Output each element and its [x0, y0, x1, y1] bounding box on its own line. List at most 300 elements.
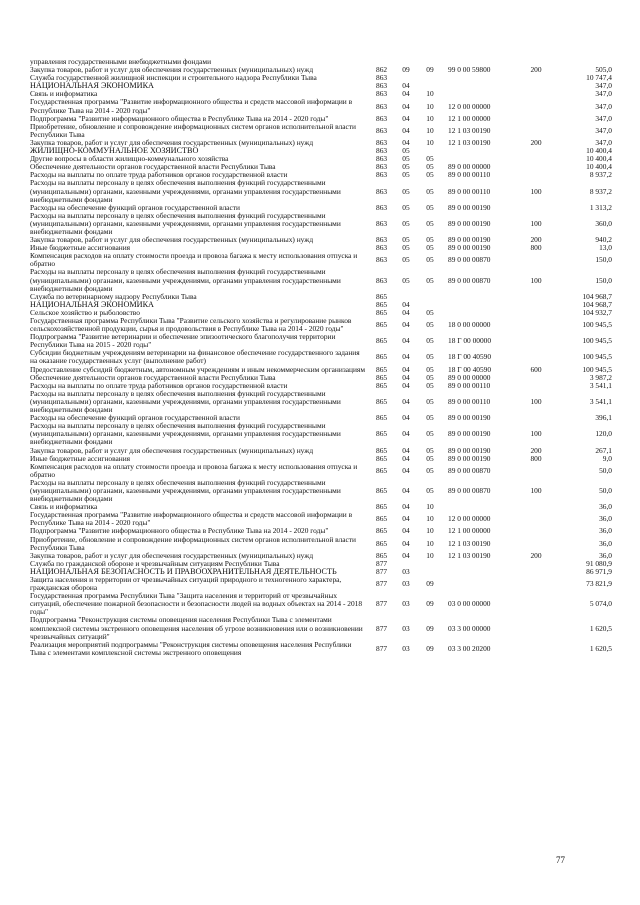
- target-item-cell: 12 1 03 00190: [448, 126, 491, 135]
- amount-cell: 5 074,0: [589, 600, 612, 609]
- row-name-cell: Служба государственной жилищной инспекции и строительного надзора Республики Тыва: [30, 74, 317, 83]
- target-item-cell: 89 0 00 00110: [448, 381, 491, 390]
- row-name-cell: Служба по ветеринарному надзору Республики Тыва: [30, 292, 197, 301]
- table-row: [30, 503, 612, 511]
- target-item-cell: 89 0 00 00190: [448, 414, 491, 423]
- table-row: [30, 204, 612, 212]
- section-code-cell: 04: [402, 353, 410, 362]
- amount-cell: 36,0: [599, 515, 612, 524]
- ministry-code-cell: 865: [376, 515, 388, 524]
- section-code-cell: 04: [402, 381, 410, 390]
- row-name-cell: Расходы на обеспечение функций органов государственной власти: [30, 203, 240, 212]
- amount-cell: 36,0: [599, 539, 612, 548]
- row-name-cell: Расходы на выплаты по оплате труда работников органов государственной власти: [30, 381, 288, 390]
- row-name-cell: Реализация мероприятий подпрограммы "Реконструкция системы оповещения населения Республики Тыва с элементами комплексной системы экстренного оповещения: [30, 640, 352, 657]
- amount-cell: 120,0: [595, 430, 612, 439]
- target-item-cell: 89 0 00 00000: [448, 373, 491, 382]
- amount-cell: 3 541,1: [589, 381, 612, 390]
- table-row: [30, 115, 612, 123]
- section-code-cell: 04: [402, 527, 410, 536]
- section-code-cell: 04: [402, 308, 410, 317]
- target-item-cell: 12 0 00 00000: [448, 515, 491, 524]
- table-row: [30, 147, 612, 155]
- ministry-code-cell: 865: [376, 365, 388, 374]
- ministry-code-cell: 863: [376, 276, 388, 285]
- subsection-code-cell: 10: [426, 539, 434, 548]
- amount-cell: 10 400,4: [586, 155, 612, 164]
- target-item-cell: 18 Г 00 40590: [448, 353, 492, 362]
- ministry-code-cell: 865: [376, 414, 388, 423]
- ministry-code-cell: 863: [376, 138, 388, 147]
- ministry-code-cell: 877: [376, 624, 388, 633]
- section-code-cell: 04: [402, 373, 410, 382]
- table-row: [30, 309, 612, 317]
- section-code-cell: 04: [402, 539, 410, 548]
- subsection-code-cell: 05: [426, 171, 434, 180]
- section-code-cell: 04: [402, 126, 410, 135]
- section-code-cell: 04: [402, 454, 410, 463]
- section-code-cell: 04: [402, 486, 410, 495]
- row-name-cell: Подпрограмма "Развитие информационного общества в Республике Тыва на 2014 - 2020 годы": [30, 527, 329, 536]
- subsection-code-cell: 05: [426, 236, 434, 245]
- table-row: [30, 98, 612, 114]
- subsection-code-cell: 10: [426, 551, 434, 560]
- row-name-cell: Приобретение, обновление и сопровождение информационных систем органов исполнительной власти Республики Тыва: [30, 535, 356, 552]
- ministry-code-cell: 877: [376, 559, 388, 568]
- table-row: [30, 317, 612, 333]
- row-name-cell: Субсидии бюджетным учреждениям ветеринарии на финансовое обеспечение государственного задания на оказание государственных услуг (выполнение работ): [30, 349, 360, 366]
- row-name-cell: Расходы на выплаты по оплате труда работников органов государственной власти: [30, 171, 288, 180]
- subsection-code-cell: 05: [426, 365, 434, 374]
- expense-type-cell: 200: [530, 236, 542, 245]
- amount-cell: 8 937,2: [589, 187, 612, 196]
- table-row: [30, 155, 612, 163]
- table-row: [30, 616, 612, 640]
- budget-table: [30, 58, 612, 657]
- section-code-cell: 04: [402, 138, 410, 147]
- ministry-code-cell: 877: [376, 600, 388, 609]
- section-code-cell: 03: [402, 580, 410, 589]
- target-item-cell: 89 0 00 00110: [448, 187, 491, 196]
- subsection-code-cell: 05: [426, 454, 434, 463]
- row-name-cell: Подпрограмма "Реконструкция системы оповещения населения Республики Тыва с элементами комплексной системы экстренного оповещения населения об угрозе возникновения или о возникновении чрезвычайных ситуаций": [30, 616, 363, 641]
- section-code-cell: 04: [402, 503, 410, 512]
- section-code-cell: 05: [402, 244, 410, 253]
- table-row: [30, 90, 612, 98]
- amount-cell: 50,0: [599, 486, 612, 495]
- row-name-cell: Государственная программа Республики Тыва "Защита населения и территорий от чрезвычайных ситуаций, обеспечение пожарной безопасности и безопасности людей на водных объектах на 2014 - 2018 годы": [30, 592, 363, 617]
- subsection-code-cell: 05: [426, 486, 434, 495]
- table-row: [30, 58, 612, 66]
- target-item-cell: 18 0 00 00000: [448, 321, 491, 330]
- subsection-code-cell: 05: [426, 155, 434, 164]
- amount-cell: 13,0: [599, 244, 612, 253]
- amount-cell: 3 541,1: [589, 397, 612, 406]
- section-code-cell: 04: [402, 551, 410, 560]
- target-item-cell: 12 1 03 00190: [448, 539, 491, 548]
- expense-type-cell: 800: [530, 454, 542, 463]
- section-code-cell: 05: [402, 219, 410, 228]
- table-row: [30, 374, 612, 382]
- row-name-cell: Приобретение, обновление и сопровождение информационных систем органов исполнительной власти Республики Тыва: [30, 122, 356, 139]
- section-code-cell: 09: [402, 66, 410, 75]
- subsection-code-cell: 10: [426, 90, 434, 99]
- section-code-cell: 04: [402, 102, 410, 111]
- ministry-code-cell: 863: [376, 219, 388, 228]
- section-code-cell: 05: [402, 171, 410, 180]
- section-code-cell: 04: [402, 337, 410, 346]
- row-name-cell: НАЦИОНАЛЬНАЯ ЭКОНОМИКА: [30, 300, 154, 309]
- target-item-cell: 89 0 00 00870: [448, 466, 491, 475]
- ministry-code-cell: 863: [376, 155, 388, 164]
- subsection-code-cell: 09: [426, 600, 434, 609]
- row-name-cell: Компенсация расходов на оплату стоимости проезда и провоза багажа к месту использования отпуска и обратно: [30, 252, 358, 269]
- ministry-code-cell: 865: [376, 454, 388, 463]
- expense-type-cell: 600: [530, 365, 542, 374]
- row-name-cell: Закупка товаров, работ и услуг для обеспечения государственных (муниципальных) нужд: [30, 551, 314, 560]
- subsection-code-cell: 10: [426, 114, 434, 123]
- subsection-code-cell: 05: [426, 203, 434, 212]
- row-name-cell: Государственная программа "Развитие информационного общества и средств массовой информации в Республике Тыва на 2014 - 2020 годы": [30, 98, 353, 115]
- target-item-cell: 12 0 00 00000: [448, 102, 491, 111]
- amount-cell: 347,0: [595, 138, 612, 147]
- amount-cell: 36,0: [599, 551, 612, 560]
- ministry-code-cell: 863: [376, 244, 388, 253]
- subsection-code-cell: 05: [426, 276, 434, 285]
- amount-cell: 100 945,5: [582, 353, 612, 362]
- ministry-code-cell: 863: [376, 203, 388, 212]
- amount-cell: 36,0: [599, 527, 612, 536]
- table-row: [30, 511, 612, 527]
- subsection-code-cell: 10: [426, 515, 434, 524]
- subsection-code-cell: 10: [426, 138, 434, 147]
- subsection-code-cell: 09: [426, 644, 434, 653]
- target-item-cell: 12 1 03 00190: [448, 551, 491, 560]
- amount-cell: 91 080,9: [586, 559, 612, 568]
- subsection-code-cell: 10: [426, 126, 434, 135]
- ministry-code-cell: 863: [376, 82, 388, 91]
- section-code-cell: 05: [402, 236, 410, 245]
- table-row: [30, 268, 612, 292]
- table-row: [30, 568, 612, 576]
- target-item-cell: 18 Г 00 40590: [448, 365, 492, 374]
- row-name-cell: Расходы на выплаты персоналу в целях обеспечения выполнения функций государственными (муниципальными) органами, казенными учреждениями, органами управления государственными внебюджетными фондами: [30, 422, 341, 447]
- section-code-cell: 05: [402, 147, 410, 156]
- ministry-code-cell: 877: [376, 644, 388, 653]
- ministry-code-cell: 863: [376, 236, 388, 245]
- section-code-cell: 04: [402, 82, 410, 91]
- subsection-code-cell: 05: [426, 430, 434, 439]
- subsection-code-cell: 05: [426, 337, 434, 346]
- expense-type-cell: 100: [530, 430, 542, 439]
- subsection-code-cell: 10: [426, 527, 434, 536]
- ministry-code-cell: 863: [376, 74, 388, 83]
- ministry-code-cell: 865: [376, 539, 388, 548]
- row-name-cell: Обеспечение деятельности органов государственной власти Республики Тыва: [30, 373, 276, 382]
- row-name-cell: ЖИЛИЩНО-КОММУНАЛЬНОЕ ХОЗЯЙСТВО: [30, 147, 199, 156]
- subsection-code-cell: 05: [426, 373, 434, 382]
- ministry-code-cell: 863: [376, 90, 388, 99]
- section-code-cell: 05: [402, 187, 410, 196]
- expense-type-cell: 200: [530, 138, 542, 147]
- target-item-cell: 03 0 00 00000: [448, 600, 491, 609]
- table-row: [30, 592, 612, 616]
- section-code-cell: 03: [402, 567, 410, 576]
- ministry-code-cell: 862: [376, 66, 388, 75]
- target-item-cell: 03 3 00 20200: [448, 644, 491, 653]
- row-name-cell: Сельское хозяйство и рыболовство: [30, 308, 140, 317]
- section-code-cell: 04: [402, 515, 410, 524]
- target-item-cell: 18 Г 00 00000: [448, 337, 492, 346]
- section-code-cell: 04: [402, 300, 410, 309]
- section-code-cell: 05: [402, 163, 410, 172]
- table-row: [30, 576, 612, 592]
- section-code-cell: 04: [402, 114, 410, 123]
- ministry-code-cell: 863: [376, 187, 388, 196]
- table-row: [30, 333, 612, 349]
- ministry-code-cell: 877: [376, 567, 388, 576]
- amount-cell: 100 945,5: [582, 321, 612, 330]
- target-item-cell: 89 0 00 00870: [448, 256, 491, 265]
- subsection-code-cell: 05: [426, 446, 434, 455]
- row-name-cell: Закупка товаров, работ и услуг для обеспечения государственных (муниципальных) нужд: [30, 236, 314, 245]
- section-code-cell: 03: [402, 600, 410, 609]
- row-name-cell: Предоставление субсидий бюджетным, автономным учреждениям и иным некоммерческим организациям: [30, 365, 366, 374]
- subsection-code-cell: 10: [426, 503, 434, 512]
- amount-cell: 10 400,4: [586, 147, 612, 156]
- expense-type-cell: 800: [530, 244, 542, 253]
- ministry-code-cell: 865: [376, 446, 388, 455]
- row-name-cell: Обеспечение деятельности органов государственной власти Республики Тыва: [30, 163, 276, 172]
- expense-type-cell: 100: [530, 187, 542, 196]
- amount-cell: 86 971,9: [586, 567, 612, 576]
- subsection-code-cell: 05: [426, 381, 434, 390]
- ministry-code-cell: 865: [376, 321, 388, 330]
- row-name-cell: Закупка товаров, работ и услуг для обеспечения государственных (муниципальных) нужд: [30, 66, 314, 75]
- target-item-cell: 89 0 00 00870: [448, 276, 491, 285]
- table-row: [30, 382, 612, 390]
- section-code-cell: 04: [402, 430, 410, 439]
- ministry-code-cell: 865: [376, 527, 388, 536]
- table-row: [30, 479, 612, 503]
- ministry-code-cell: 865: [376, 486, 388, 495]
- amount-cell: 150,0: [595, 276, 612, 285]
- table-row: [30, 301, 612, 309]
- subsection-code-cell: 09: [426, 624, 434, 633]
- target-item-cell: 89 0 00 00110: [448, 397, 491, 406]
- table-row: [30, 244, 612, 252]
- row-name-cell: Связь и информатика: [30, 90, 98, 99]
- table-row: [30, 414, 612, 422]
- amount-cell: 267,1: [595, 446, 612, 455]
- row-name-cell: Расходы на выплаты персоналу в целях обеспечения выполнения функций государственными (муниципальными) органами, казенными учреждениями, органами управления государственными внебюджетными фондами: [30, 268, 341, 293]
- row-name-cell: Государственная программа Республики Тыва "Развитие сельского хозяйства и регулирование рынков сельскохозяйственной продукции, сырья и продовольствия в Республике Тыва на 2014 - 2020 годы": [30, 317, 352, 334]
- target-item-cell: 89 0 00 00190: [448, 244, 491, 253]
- section-code-cell: 04: [402, 321, 410, 330]
- subsection-code-cell: 05: [426, 308, 434, 317]
- table-row: [30, 293, 612, 301]
- ministry-code-cell: 877: [376, 580, 388, 589]
- amount-cell: 347,0: [595, 126, 612, 135]
- ministry-code-cell: 865: [376, 292, 388, 301]
- table-row: [30, 252, 612, 268]
- row-name-cell: Защита населения и территории от чрезвычайных ситуаций природного и техногенного характера, гражданская оборона: [30, 576, 342, 593]
- ministry-code-cell: 863: [376, 256, 388, 265]
- section-code-cell: 04: [402, 365, 410, 374]
- ministry-code-cell: 863: [376, 102, 388, 111]
- ministry-code-cell: 863: [376, 171, 388, 180]
- section-code-cell: 03: [402, 624, 410, 633]
- target-item-cell: 03 3 00 00000: [448, 624, 491, 633]
- amount-cell: 104 968,7: [582, 300, 612, 309]
- page-number: 77: [556, 855, 565, 865]
- ministry-code-cell: 865: [376, 381, 388, 390]
- subsection-code-cell: 05: [426, 466, 434, 475]
- amount-cell: 3 987,2: [589, 373, 612, 382]
- row-name-cell: Расходы на выплаты персоналу в целях обеспечения выполнения функций государственными (муниципальными) органами, казенными учреждениями, органами управления государственными внебюджетными фондами: [30, 211, 341, 236]
- amount-cell: 396,1: [595, 414, 612, 423]
- amount-cell: 50,0: [599, 466, 612, 475]
- amount-cell: 104 932,7: [582, 308, 612, 317]
- section-code-cell: 05: [402, 155, 410, 164]
- table-row: [30, 366, 612, 374]
- expense-type-cell: 200: [530, 66, 542, 75]
- amount-cell: 1 313,2: [589, 203, 612, 212]
- row-name-cell: Расходы на обеспечение функций органов государственной власти: [30, 414, 240, 423]
- subsection-code-cell: 05: [426, 219, 434, 228]
- expense-type-cell: 100: [530, 397, 542, 406]
- row-name-cell: Закупка товаров, работ и услуг для обеспечения государственных (муниципальных) нужд: [30, 446, 314, 455]
- subsection-code-cell: 09: [426, 66, 434, 75]
- table-row: [30, 179, 612, 203]
- amount-cell: 347,0: [595, 90, 612, 99]
- row-name-cell: Иные бюджетные ассигнования: [30, 454, 131, 463]
- ministry-code-cell: 863: [376, 114, 388, 123]
- amount-cell: 8 937,2: [589, 171, 612, 180]
- row-name-cell: управления государственными внебюджетными фондами: [30, 58, 212, 66]
- amount-cell: 360,0: [595, 219, 612, 228]
- amount-cell: 505,0: [595, 66, 612, 75]
- target-item-cell: 89 0 00 00110: [448, 171, 491, 180]
- table-row: [30, 390, 612, 414]
- expense-type-cell: 100: [530, 486, 542, 495]
- row-name-cell: Государственная программа "Развитие информационного общества и средств массовой информации в Республике Тыва на 2014 - 2020 годы": [30, 511, 353, 528]
- ministry-code-cell: 865: [376, 373, 388, 382]
- section-code-cell: 04: [402, 466, 410, 475]
- subsection-code-cell: 05: [426, 256, 434, 265]
- table-row: [30, 123, 612, 139]
- row-name-cell: Подпрограмма "Развитие ветеринарии и обеспечение эпизоотического благополучия территории Республики Тыва на 2015 - 2020 годы": [30, 333, 336, 350]
- section-code-cell: 04: [402, 414, 410, 423]
- subsection-code-cell: 05: [426, 414, 434, 423]
- table-row: [30, 139, 612, 147]
- ministry-code-cell: 865: [376, 300, 388, 309]
- row-name-cell: Иные бюджетные ассигнования: [30, 244, 131, 253]
- ministry-code-cell: 865: [376, 503, 388, 512]
- table-row: [30, 447, 612, 455]
- amount-cell: 104 968,7: [582, 292, 612, 301]
- row-name-cell: Закупка товаров, работ и услуг для обеспечения государственных (муниципальных) нужд: [30, 138, 314, 147]
- expense-type-cell: 100: [530, 276, 542, 285]
- expense-type-cell: 200: [530, 446, 542, 455]
- amount-cell: 100 945,5: [582, 337, 612, 346]
- amount-cell: 36,0: [599, 503, 612, 512]
- amount-cell: 347,0: [595, 114, 612, 123]
- subsection-code-cell: 05: [426, 244, 434, 253]
- table-row: [30, 171, 612, 179]
- subsection-code-cell: 05: [426, 187, 434, 196]
- table-row: [30, 212, 612, 236]
- subsection-code-cell: 05: [426, 397, 434, 406]
- section-code-cell: 04: [402, 397, 410, 406]
- row-name-cell: Расходы на выплаты персоналу в целях обеспечения выполнения функций государственными (муниципальными) органами, казенными учреждениями, органами управления государственными внебюджетными фондами: [30, 478, 341, 504]
- ministry-code-cell: 863: [376, 163, 388, 172]
- section-code-cell: 05: [402, 276, 410, 285]
- target-item-cell: 89 0 00 00190: [448, 219, 491, 228]
- subsection-code-cell: 10: [426, 102, 434, 111]
- target-item-cell: 89 0 00 00190: [448, 446, 491, 455]
- target-item-cell: 89 0 00 00190: [448, 236, 491, 245]
- amount-cell: 1 620,5: [589, 644, 612, 653]
- table-row: [30, 552, 612, 560]
- row-name-cell: Расходы на выплаты персоналу в целях обеспечения выполнения функций государственными (муниципальными) органами, казенными учреждениями, органами управления государственными внебюджетными фондами: [30, 389, 341, 415]
- row-name-cell: Подпрограмма "Развитие информационного общества в Республике Тыва на 2014 - 2020 годы": [30, 114, 329, 123]
- table-row: [30, 82, 612, 90]
- section-code-cell: 04: [402, 90, 410, 99]
- ministry-code-cell: 865: [376, 466, 388, 475]
- section-code-cell: 04: [402, 446, 410, 455]
- target-item-cell: 12 1 03 00190: [448, 138, 491, 147]
- subsection-code-cell: 05: [426, 163, 434, 172]
- table-row: [30, 560, 612, 568]
- amount-cell: 100 945,5: [582, 365, 612, 374]
- subsection-code-cell: 05: [426, 321, 434, 330]
- table-row: [30, 536, 612, 552]
- row-name-cell: Расходы на выплаты персоналу в целях обеспечения выполнения функций государственными (муниципальными) органами, казенными учреждениями, органами управления государственными внебюджетными фондами: [30, 179, 341, 204]
- ministry-code-cell: 865: [376, 353, 388, 362]
- row-name-cell: Компенсация расходов на оплату стоимости проезда и провоза багажа к месту использования отпуска и обратно: [30, 462, 358, 479]
- row-name-cell: Другие вопросы в области жилищно-коммунального хозяйства: [30, 155, 229, 164]
- ministry-code-cell: 863: [376, 126, 388, 135]
- table-row: [30, 66, 612, 74]
- table-row: [30, 422, 612, 446]
- row-name-cell: Связь и информатика: [30, 503, 98, 512]
- ministry-code-cell: 863: [376, 147, 388, 156]
- target-item-cell: 89 0 00 00000: [448, 163, 491, 172]
- amount-cell: 150,0: [595, 256, 612, 265]
- amount-cell: 347,0: [595, 102, 612, 111]
- table-row: [30, 236, 612, 244]
- amount-cell: 1 620,5: [589, 624, 612, 633]
- section-code-cell: 03: [402, 644, 410, 653]
- expense-type-cell: 200: [530, 551, 542, 560]
- ministry-code-cell: 865: [376, 430, 388, 439]
- ministry-code-cell: 865: [376, 397, 388, 406]
- target-item-cell: 99 0 00 59800: [448, 66, 491, 75]
- table-row: [30, 74, 612, 82]
- amount-cell: 10 747,4: [586, 74, 612, 83]
- target-item-cell: 89 0 00 00190: [448, 203, 491, 212]
- ministry-code-cell: 865: [376, 337, 388, 346]
- row-name-cell: НАЦИОНАЛЬНАЯ БЕЗОПАСНОСТЬ И ПРАВООХРАНИТЕЛЬНАЯ ДЕЯТЕЛЬНОСТЬ: [30, 567, 337, 576]
- section-code-cell: 05: [402, 203, 410, 212]
- ministry-code-cell: 865: [376, 308, 388, 317]
- section-code-cell: 05: [402, 256, 410, 265]
- table-row: [30, 463, 612, 479]
- target-item-cell: 89 0 00 00870: [448, 486, 491, 495]
- table-row: [30, 349, 612, 365]
- target-item-cell: 12 1 00 00000: [448, 527, 491, 536]
